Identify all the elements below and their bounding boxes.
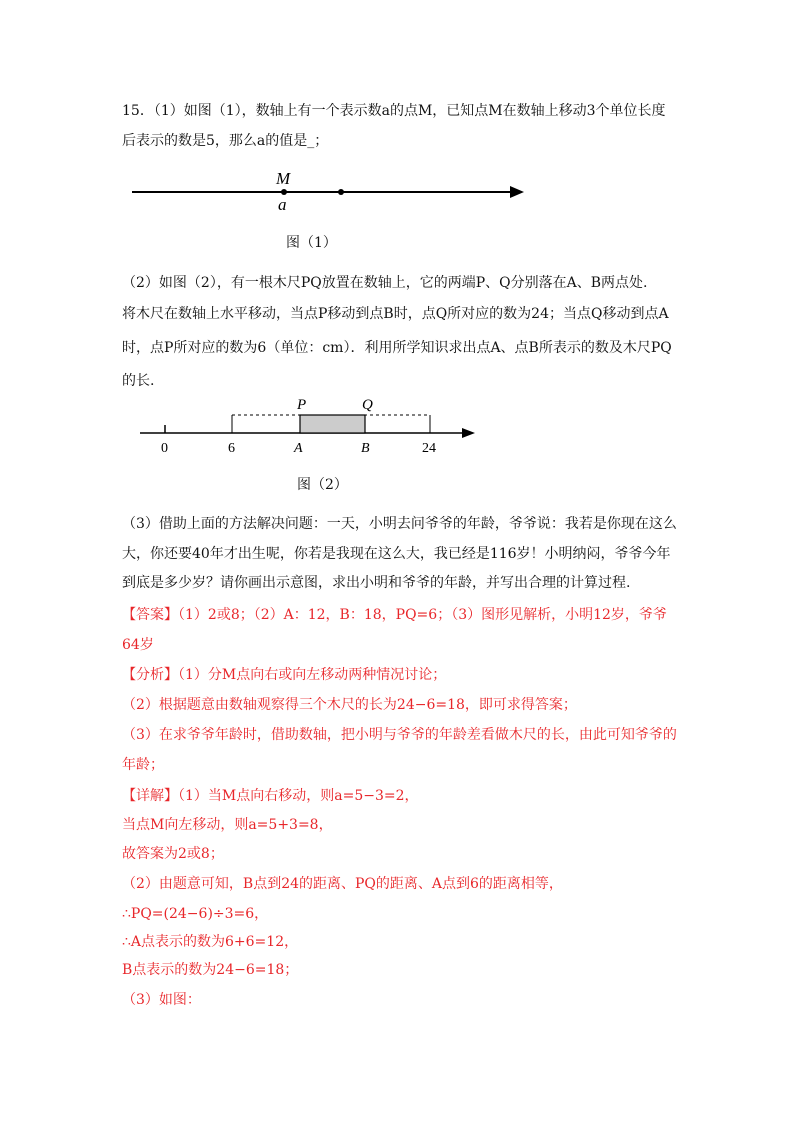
- fig2-tick-0: 0: [161, 441, 168, 456]
- analysis-line4: 年龄；: [122, 757, 164, 773]
- problem-part2-line2: 将木尺在数轴上水平移动，当点P移动到点B时，点Q所对应的数为24；当点Q移动到点A: [122, 306, 669, 322]
- ruler-pq: [300, 415, 365, 433]
- answer-line1: 【答案】（1）2或8；（2）A：12，B：18，PQ=6；（3）图形见解析，小明12岁，爷爷: [122, 607, 667, 623]
- problem-part3-line1: （3）借助上面的方法解决问题：一天，小明去问爷爷的年龄，爷爷说：我若是你现在这么: [122, 516, 677, 532]
- fig2-tick-b: B: [361, 441, 370, 456]
- detail-line7: B点表示的数为24−6=18；: [122, 962, 299, 978]
- problem-part3-line2: 大，你还要40年才出生呢，你若是我现在这么大，我已经是116岁！小明纳闷，爷爷今年: [122, 546, 671, 562]
- fig2-label-q: Q: [362, 397, 373, 413]
- problem-part2-line1: （2）如图（2），有一根木尺PQ放置在数轴上，它的两端P、Q分别落在A、B两点处.: [122, 275, 648, 291]
- figure-1-caption: 图（1）: [286, 235, 337, 251]
- detail-line1: 【详解】（1）当M点向右移动，则a=5−3=2，: [122, 788, 419, 804]
- fig2-tick-24: 24: [422, 441, 436, 456]
- figure-1-number-line: [120, 160, 540, 220]
- figure-2-ruler-number-line: [135, 392, 485, 462]
- fig2-label-p: P: [297, 397, 307, 413]
- analysis-line3: （3）在求爷爷年龄时，借助数轴，把小明与爷爷的年龄差看做木尺的长，由此可知爷爷的: [122, 727, 677, 743]
- detail-line3: 故答案为2或8；: [122, 846, 224, 862]
- problem-part1-line2: 后表示的数是5，那么a的值是_；: [122, 133, 329, 149]
- fig1-value-label: a: [278, 195, 287, 214]
- problem-part1-line1: 15．（1）如图（1），数轴上有一个表示数a的点M，已知点M在数轴上移动3个单位长度: [122, 103, 666, 119]
- figure-2-caption: 图（2）: [297, 477, 348, 493]
- problem-part2-line4: 的长.: [122, 373, 155, 389]
- detail-line2: 当点M向左移动，则a=5+3=8，: [122, 817, 333, 833]
- analysis-line1: 【分析】（1）分M点向右或向左移动两种情况讨论；: [122, 667, 447, 683]
- detail-line8: （3）如图：: [122, 992, 201, 1008]
- fig2-tick-a: A: [294, 441, 303, 456]
- detail-line6: ∴A点表示的数为6+6=12，: [122, 934, 299, 950]
- fig2-tick-6: 6: [228, 441, 235, 456]
- answer-line2: 64岁: [122, 637, 154, 653]
- analysis-line2: （2）根据题意由数轴观察得三个木尺的长为24−6=18，即可求得答案；: [122, 697, 577, 713]
- fig1-point-label: M: [276, 169, 291, 188]
- detail-line5: ∴PQ=(24−6)÷3=6，: [122, 906, 269, 922]
- problem-part2-line3: 时，点P所对应的数为6（单位：cm）．利用所学知识求出点A、点B所表示的数及木尺PQ: [122, 340, 672, 356]
- detail-line4: （2）由题意可知，B点到24的距离、PQ的距离、A点到6的距离相等，: [122, 876, 563, 892]
- problem-part3-line3: 到底是多少岁？请你画出示意图，求出小明和爷爷的年龄，并写出合理的计算过程.: [122, 575, 631, 591]
